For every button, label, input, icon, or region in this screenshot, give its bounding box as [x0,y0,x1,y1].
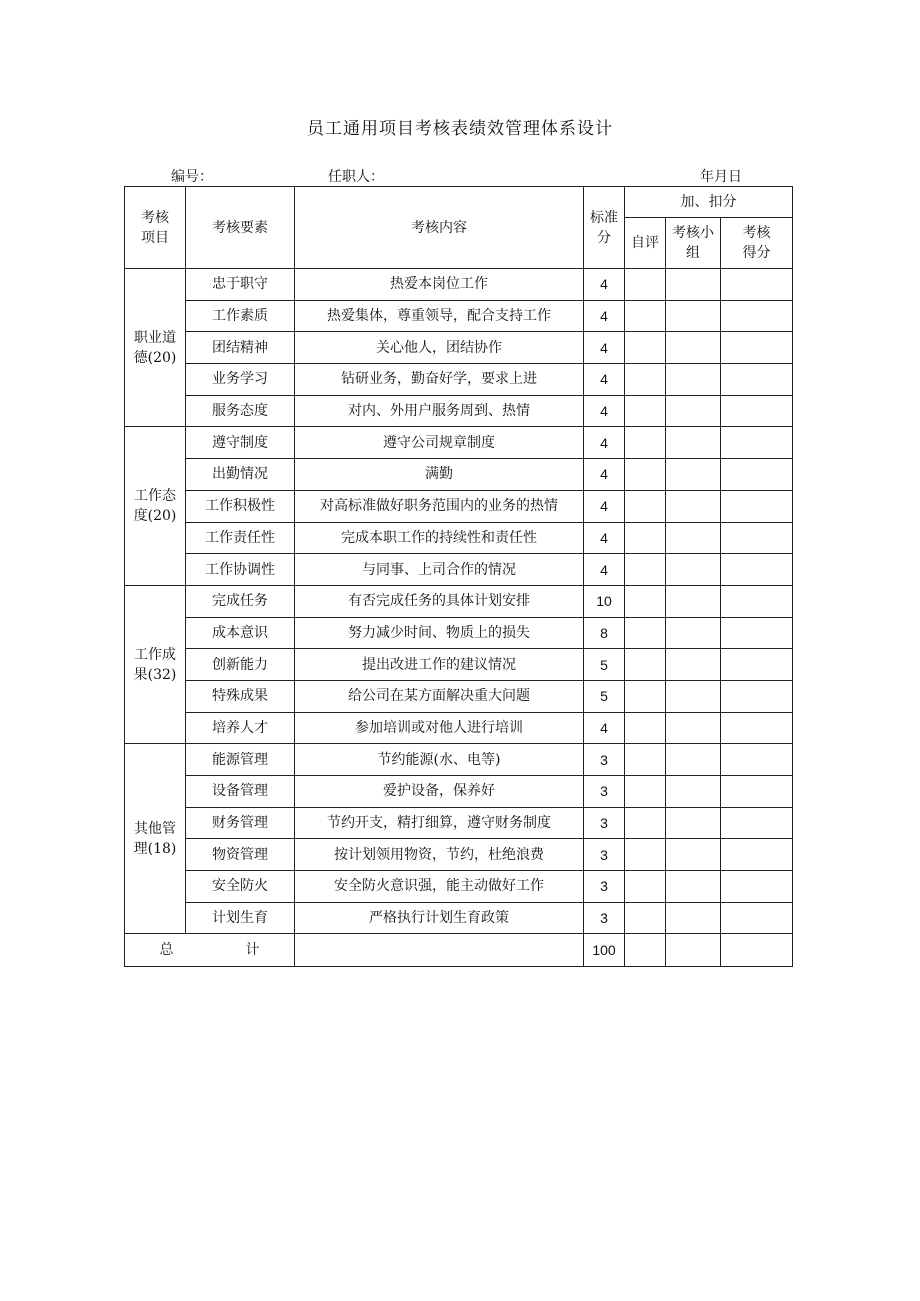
standard-score-cell: 3 [584,776,625,808]
final-score-cell[interactable] [721,871,793,903]
final-score-cell[interactable] [721,839,793,871]
self-eval-cell[interactable] [625,459,666,491]
final-score-cell[interactable] [721,744,793,776]
element-cell: 财务管理 [186,807,295,839]
final-score-cell[interactable] [721,902,793,934]
self-eval-cell[interactable] [625,680,666,712]
group-name-cell: 其他管理(18) [125,744,186,934]
content-cell: 努力减少时间、物质上的损失 [295,617,584,649]
group-name-cell: 职业道德(20) [125,269,186,427]
group-eval-cell[interactable] [666,395,721,427]
final-score-cell[interactable] [721,459,793,491]
content-cell: 给公司在某方面解决重大问题 [295,680,584,712]
standard-score-cell: 4 [584,300,625,332]
content-cell: 按计划领用物资，节约，杜绝浪费 [295,839,584,871]
standard-score-cell: 4 [584,490,625,522]
total-group-cell[interactable] [666,934,721,967]
final-score-cell[interactable] [721,807,793,839]
final-score-cell[interactable] [721,427,793,459]
element-cell: 忠于职守 [186,269,295,301]
final-score-cell[interactable] [721,332,793,364]
content-cell: 与同事、上司合作的情况 [295,554,584,586]
self-eval-cell[interactable] [625,427,666,459]
element-cell: 能源管理 [186,744,295,776]
final-score-cell[interactable] [721,712,793,744]
content-cell: 提出改进工作的建议情况 [295,649,584,681]
self-eval-cell[interactable] [625,807,666,839]
group-eval-cell[interactable] [666,776,721,808]
table-row [125,332,793,364]
standard-score-cell: 5 [584,649,625,681]
self-eval-cell[interactable] [625,490,666,522]
standard-score-cell: 8 [584,617,625,649]
group-eval-cell[interactable] [666,459,721,491]
total-final-cell[interactable] [721,934,793,967]
content-cell: 爱护设备，保养好 [295,776,584,808]
header-content: 考核内容 [295,187,584,269]
table-row [125,617,793,649]
standard-score-cell: 4 [584,332,625,364]
self-eval-cell[interactable] [625,522,666,554]
content-cell: 对内、外用户服务周到、热情 [295,395,584,427]
self-eval-cell[interactable] [625,776,666,808]
header-adjust: 加、扣分 [625,187,793,218]
table-row [125,585,793,617]
group-eval-cell[interactable] [666,427,721,459]
element-cell: 遵守制度 [186,427,295,459]
group-eval-cell[interactable] [666,554,721,586]
table-row [125,649,793,681]
final-score-cell[interactable] [721,300,793,332]
group-eval-cell[interactable] [666,585,721,617]
standard-score-cell: 3 [584,744,625,776]
standard-score-cell: 4 [584,395,625,427]
standard-score-cell: 4 [584,554,625,586]
page-title: 员工通用项目考核表绩效管理体系设计 [307,119,613,139]
table-row [125,364,793,396]
content-cell: 严格执行计划生育政策 [295,902,584,934]
table-row [125,839,793,871]
standard-score-cell: 3 [584,807,625,839]
element-cell: 创新能力 [186,649,295,681]
element-cell: 服务态度 [186,395,295,427]
table-row [125,554,793,586]
element-cell: 培养人才 [186,712,295,744]
standard-score-cell: 4 [584,269,625,301]
content-cell: 热爱本岗位工作 [295,269,584,301]
element-cell: 安全防火 [186,871,295,903]
content-cell: 安全防火意识强，能主动做好工作 [295,871,584,903]
content-cell: 遵守公司规章制度 [295,427,584,459]
content-cell: 钻研业务，勤奋好学，要求上进 [295,364,584,396]
element-cell: 工作素质 [186,300,295,332]
holder-label: 任职人： [328,169,384,185]
total-content-cell [295,934,584,967]
assessment-table [124,186,793,967]
group-eval-cell[interactable] [666,617,721,649]
table-row [125,744,793,776]
standard-score-cell: 3 [584,902,625,934]
table-row [125,807,793,839]
final-score-cell[interactable] [721,490,793,522]
self-eval-cell[interactable] [625,871,666,903]
self-eval-cell[interactable] [625,712,666,744]
header-standard: 标准分 [584,187,625,269]
final-score-cell[interactable] [721,364,793,396]
self-eval-cell[interactable] [625,617,666,649]
table-row [125,902,793,934]
content-cell: 参加培训或对他人进行培训 [295,712,584,744]
standard-score-cell: 3 [584,839,625,871]
content-cell: 满勤 [295,459,584,491]
final-score-cell[interactable] [721,269,793,301]
element-cell: 成本意识 [186,617,295,649]
element-cell: 设备管理 [186,776,295,808]
element-cell: 工作积极性 [186,490,295,522]
group-eval-cell[interactable] [666,680,721,712]
element-cell: 业务学习 [186,364,295,396]
element-cell: 特殊成果 [186,680,295,712]
self-eval-cell[interactable] [625,364,666,396]
content-cell: 对高标准做好职务范围内的业务的热情 [295,490,584,522]
total-score-cell: 100 [584,934,625,967]
standard-score-cell: 5 [584,680,625,712]
group-eval-cell[interactable] [666,744,721,776]
element-cell: 工作协调性 [186,554,295,586]
final-score-cell[interactable] [721,554,793,586]
table-row [125,871,793,903]
element-cell: 团结精神 [186,332,295,364]
date-label: 年月日 [700,169,742,185]
content-cell: 关心他人，团结协作 [295,332,584,364]
group-eval-cell[interactable] [666,364,721,396]
element-cell: 工作责任性 [186,522,295,554]
final-score-cell[interactable] [721,680,793,712]
self-eval-cell[interactable] [625,649,666,681]
final-score-cell[interactable] [721,617,793,649]
table-row [125,522,793,554]
self-eval-cell[interactable] [625,300,666,332]
standard-score-cell: 4 [584,427,625,459]
content-cell: 节约能源(水、电等) [295,744,584,776]
header-self: 自评 [625,218,666,269]
standard-score-cell: 4 [584,364,625,396]
standard-score-cell: 3 [584,871,625,903]
final-score-cell[interactable] [721,395,793,427]
final-score-cell[interactable] [721,522,793,554]
self-eval-cell[interactable] [625,332,666,364]
number-label: 编号： [171,169,213,185]
self-eval-cell[interactable] [625,902,666,934]
table-row [125,459,793,491]
group-eval-cell[interactable] [666,649,721,681]
group-eval-cell[interactable] [666,839,721,871]
element-cell: 计划生育 [186,902,295,934]
table-row [125,680,793,712]
total-row [125,934,793,967]
header-group: 考核小组 [666,218,721,269]
header-item: 考核项目 [125,187,186,269]
table-row [125,712,793,744]
group-eval-cell[interactable] [666,871,721,903]
element-cell: 完成任务 [186,585,295,617]
content-cell: 有否完成任务的具体计划安排 [295,585,584,617]
self-eval-cell[interactable] [625,585,666,617]
total-label-2: 计 [245,942,260,959]
group-eval-cell[interactable] [666,522,721,554]
group-eval-cell[interactable] [666,332,721,364]
table-row [125,395,793,427]
group-eval-cell[interactable] [666,712,721,744]
total-label-1: 总 [159,942,174,959]
group-eval-cell[interactable] [666,269,721,301]
content-cell: 节约开支，精打细算，遵守财务制度 [295,807,584,839]
self-eval-cell[interactable] [625,839,666,871]
header-element: 考核要素 [186,187,295,269]
content-cell: 热爱集体，尊重领导，配合支持工作 [295,300,584,332]
header-score: 考核得分 [721,218,793,269]
element-cell: 出勤情况 [186,459,295,491]
content-cell: 完成本职工作的持续性和责任性 [295,522,584,554]
group-eval-cell[interactable] [666,300,721,332]
final-score-cell[interactable] [721,585,793,617]
total-label-cell [125,934,295,967]
self-eval-cell[interactable] [625,269,666,301]
table-row [125,269,793,301]
final-score-cell[interactable] [721,649,793,681]
table-row [125,300,793,332]
group-eval-cell[interactable] [666,902,721,934]
self-eval-cell[interactable] [625,744,666,776]
standard-score-cell: 4 [584,712,625,744]
element-cell: 物资管理 [186,839,295,871]
standard-score-cell: 4 [584,522,625,554]
group-name-cell: 工作态度(20) [125,427,186,585]
self-eval-cell[interactable] [625,554,666,586]
standard-score-cell: 4 [584,459,625,491]
table-row [125,490,793,522]
table-row [125,776,793,808]
group-eval-cell[interactable] [666,490,721,522]
group-eval-cell[interactable] [666,807,721,839]
group-name-cell: 工作成果(32) [125,585,186,743]
standard-score-cell: 10 [584,585,625,617]
self-eval-cell[interactable] [625,395,666,427]
total-self-cell[interactable] [625,934,666,967]
table-row [125,427,793,459]
final-score-cell[interactable] [721,776,793,808]
